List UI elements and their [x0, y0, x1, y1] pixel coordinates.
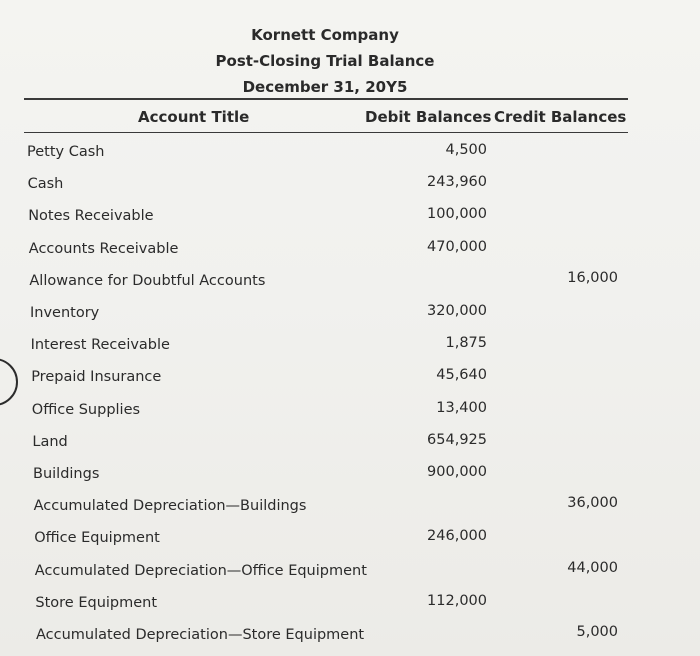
debit-balance: 246,000 — [427, 528, 487, 545]
credit-balance: 44,000 — [567, 559, 618, 576]
credit-balance: 16,000 — [567, 269, 618, 286]
table-row — [0, 369, 700, 397]
report-title: Post-Closing Trial Balance — [215, 52, 435, 70]
debit-balance: 13,400 — [436, 399, 487, 416]
header-bottom-rule — [24, 132, 628, 133]
table-row — [0, 466, 700, 494]
table-row — [0, 269, 700, 301]
table-row — [0, 530, 700, 558]
table-row — [0, 431, 700, 462]
debit-balance: 112,000 — [427, 592, 487, 609]
column-header-credit: Credit Balances — [494, 108, 627, 126]
account-title: Store Equipment — [35, 594, 158, 611]
account-title: Office Supplies — [31, 401, 141, 418]
account-title: Interest Receivable — [30, 337, 170, 354]
debit-balance: 320,000 — [427, 303, 487, 319]
debit-balance: 4,500 — [445, 142, 487, 158]
debit-balance: 45,640 — [436, 367, 487, 384]
debit-balance: 900,000 — [427, 464, 487, 480]
debit-balance: 100,000 — [427, 206, 487, 223]
table-row — [0, 305, 700, 333]
table-row — [0, 337, 700, 365]
debit-balance: 654,925 — [427, 431, 487, 448]
account-title: Accumulated Depreciation—Buildings — [33, 498, 307, 515]
table-row — [0, 559, 700, 591]
table-row — [0, 624, 700, 655]
account-title: Office Equipment — [34, 530, 160, 547]
column-header-account-title: Account Title — [138, 108, 250, 126]
account-title: Petty Cash — [27, 144, 105, 160]
account-title: Cash — [27, 176, 64, 193]
margin-bracket-mark — [0, 358, 18, 406]
account-title: Inventory — [30, 305, 100, 321]
credit-balance: 36,000 — [567, 495, 618, 512]
account-title: Accounts Receivable — [28, 240, 179, 257]
table-row — [0, 144, 700, 172]
debit-balance: 243,960 — [427, 174, 487, 191]
table-row — [0, 208, 700, 236]
account-title: Accumulated Depreciation—Office Equipment — [34, 562, 367, 579]
table-row — [0, 238, 700, 269]
table-row — [0, 399, 700, 430]
account-title: Buildings — [33, 466, 100, 482]
company-name: Kornett Company — [251, 26, 399, 44]
table-row — [0, 176, 700, 204]
header-top-rule — [24, 98, 628, 100]
account-title: Allowance for Doubtful Accounts — [29, 272, 266, 289]
debit-balance: 1,875 — [445, 335, 487, 352]
account-title: Notes Receivable — [28, 208, 154, 225]
table-row — [0, 592, 700, 623]
report-date: December 31, 20Y5 — [242, 78, 408, 96]
debit-balance: 470,000 — [427, 238, 487, 255]
account-title: Accumulated Depreciation—Store Equipment — [36, 627, 365, 643]
credit-balance: 5,000 — [576, 624, 618, 640]
account-title: Land — [32, 433, 68, 450]
column-header-debit: Debit Balances — [365, 108, 492, 126]
account-title: Prepaid Insurance — [31, 369, 162, 386]
table-row — [0, 495, 700, 526]
